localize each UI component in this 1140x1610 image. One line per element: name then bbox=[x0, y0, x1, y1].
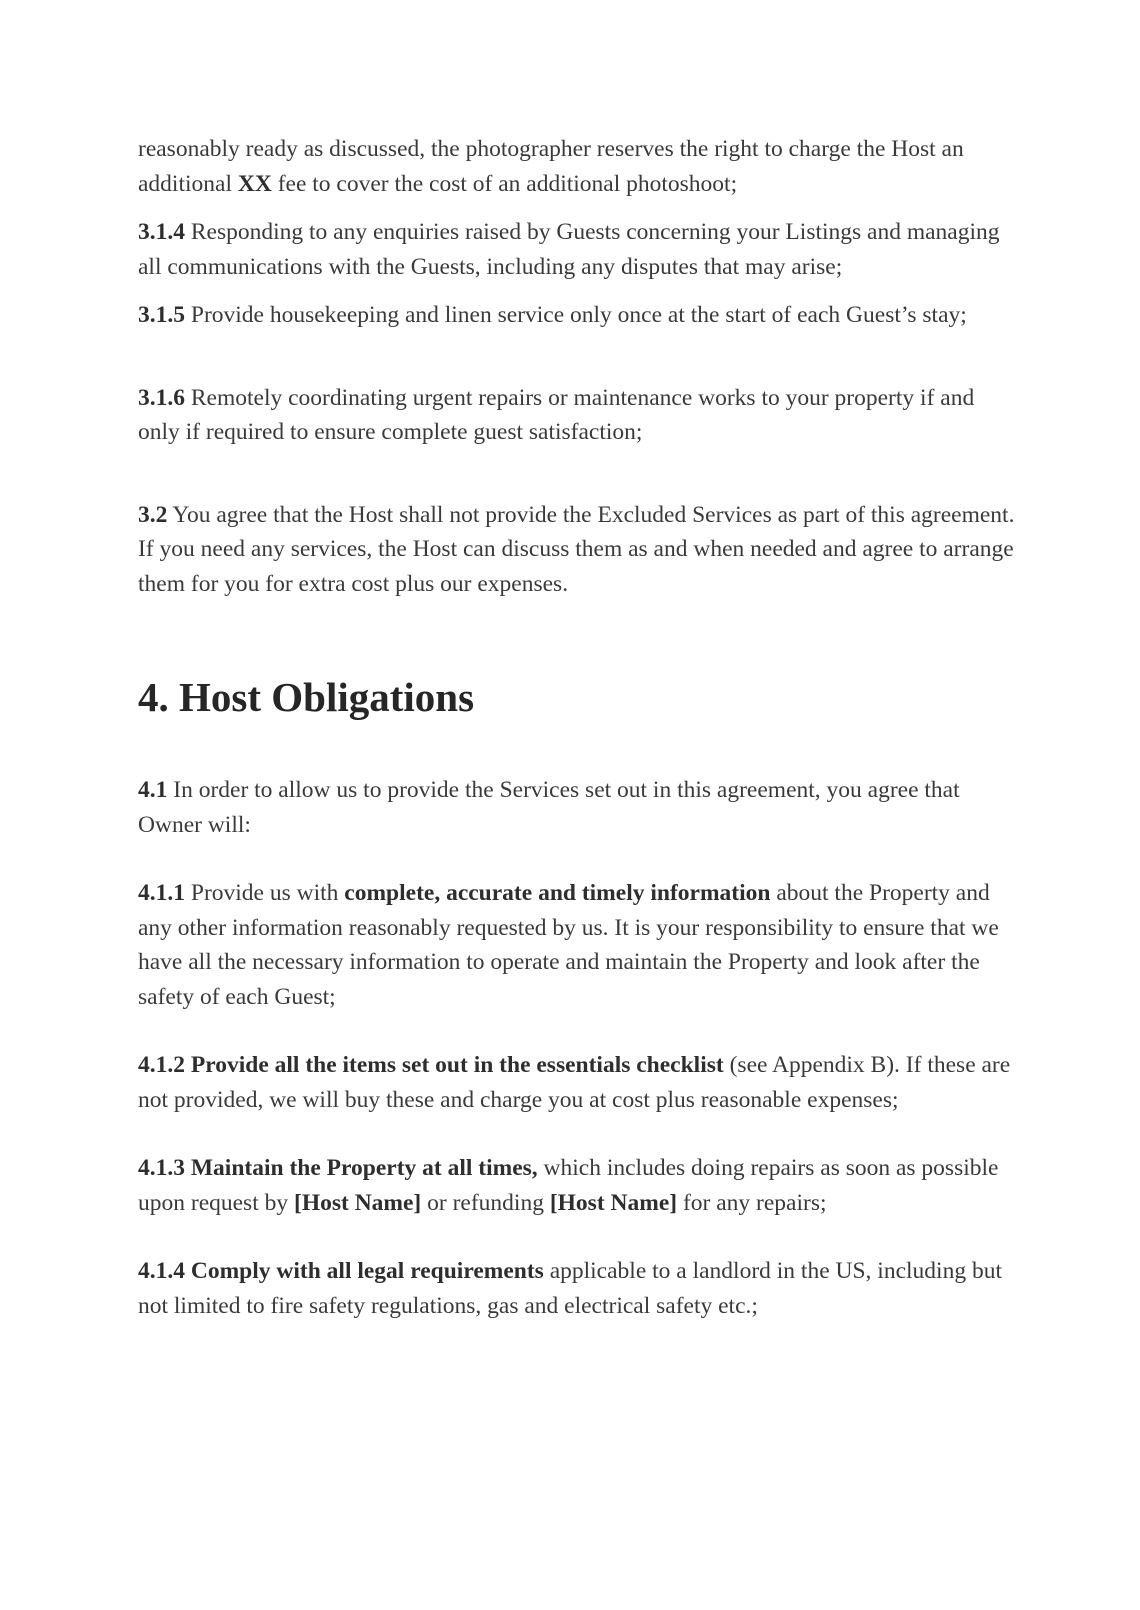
clause-3-1-4 bbox=[138, 215, 1018, 284]
section-heading-host-obligations: 4. Host Obligations bbox=[138, 674, 475, 720]
clause-number: 4.1.3 bbox=[138, 1155, 185, 1181]
clause-text: (see Appendix B). If these are not provided, we will buy these and charge you at cost plus reasonable expenses; bbox=[138, 1052, 1011, 1113]
clause-emphasis: Maintain the Property at all times, bbox=[185, 1155, 538, 1181]
clause-emphasis: Comply with all legal requirements bbox=[185, 1258, 544, 1284]
clause-4-1-1 bbox=[138, 876, 1018, 1014]
clause-text: Remotely coordinating urgent repairs or maintenance works to your property if and only if required to ensure complete guest satisfaction; bbox=[138, 384, 975, 445]
clause-3-1-3-continued bbox=[138, 132, 1018, 201]
clause-text: reasonably ready as discussed, the photographer reserves the right to charge the Host an additional bbox=[138, 136, 964, 197]
clause-4-1-2 bbox=[138, 1048, 1018, 1117]
clause-text: Responding to any enquiries raised by Guests concerning your Listings and managing all communications with the Guests, including any disputes that may arise; bbox=[138, 219, 1000, 280]
clause-text: which includes doing repairs as soon as possible upon request by bbox=[138, 1155, 999, 1216]
clause-3-2 bbox=[138, 498, 1018, 602]
document-page bbox=[138, 132, 1018, 1323]
clause-text: fee to cover the cost of an additional photoshoot; bbox=[271, 170, 738, 197]
clause-number: 3.2 bbox=[138, 501, 168, 528]
clause-4-1-4 bbox=[138, 1254, 1018, 1323]
fee-placeholder: XX bbox=[237, 170, 272, 197]
clause-number: 4.1.4 bbox=[138, 1258, 185, 1284]
clause-emphasis: Provide all the items set out in the essentials checklist bbox=[185, 1052, 724, 1078]
clause-text: about the Property and any other information reasonably requested by us. It is your responsibility to ensure that we have all the necessary information to operate and maintain the Property and look after the safety of each Guest; bbox=[138, 880, 999, 1010]
host-name-placeholder: [Host Name] bbox=[294, 1189, 422, 1216]
clause-number: 4.1.2 bbox=[138, 1052, 185, 1078]
clause-number: 3.1.4 bbox=[138, 219, 185, 245]
clause-text: applicable to a landlord in the US, including but not limited to fire safety regulations, gas and electrical safety etc.; bbox=[138, 1258, 1002, 1319]
clause-text: Provide housekeeping and linen service only once at the start of each Guest’s stay; bbox=[185, 302, 967, 328]
clause-number: 3.1.6 bbox=[138, 384, 185, 411]
clause-text: or refunding bbox=[421, 1189, 550, 1216]
clause-text: Provide us with bbox=[185, 880, 345, 906]
clause-text: for any repairs; bbox=[677, 1189, 827, 1216]
clause-number: 4.1.1 bbox=[138, 880, 185, 906]
clause-text: In order to allow us to provide the Services set out in this agreement, you agree that Owner will: bbox=[138, 777, 960, 838]
clause-text: You agree that the Host shall not provide the Excluded Services as part of this agreement. If you need any services, the Host can discuss them as and when needed and agree to arrange them for you for extra cost plus our expenses. bbox=[138, 501, 1015, 597]
clause-4-1 bbox=[138, 773, 1018, 842]
clause-4-1-3 bbox=[138, 1151, 1018, 1220]
host-name-placeholder: [Host Name] bbox=[549, 1189, 678, 1216]
clause-number: 4.1 bbox=[138, 777, 168, 803]
clause-3-1-5 bbox=[138, 298, 1018, 333]
clause-emphasis: complete, accurate and timely information bbox=[344, 880, 771, 906]
clause-3-1-6 bbox=[138, 381, 1018, 450]
clause-number: 3.1.5 bbox=[138, 302, 185, 328]
